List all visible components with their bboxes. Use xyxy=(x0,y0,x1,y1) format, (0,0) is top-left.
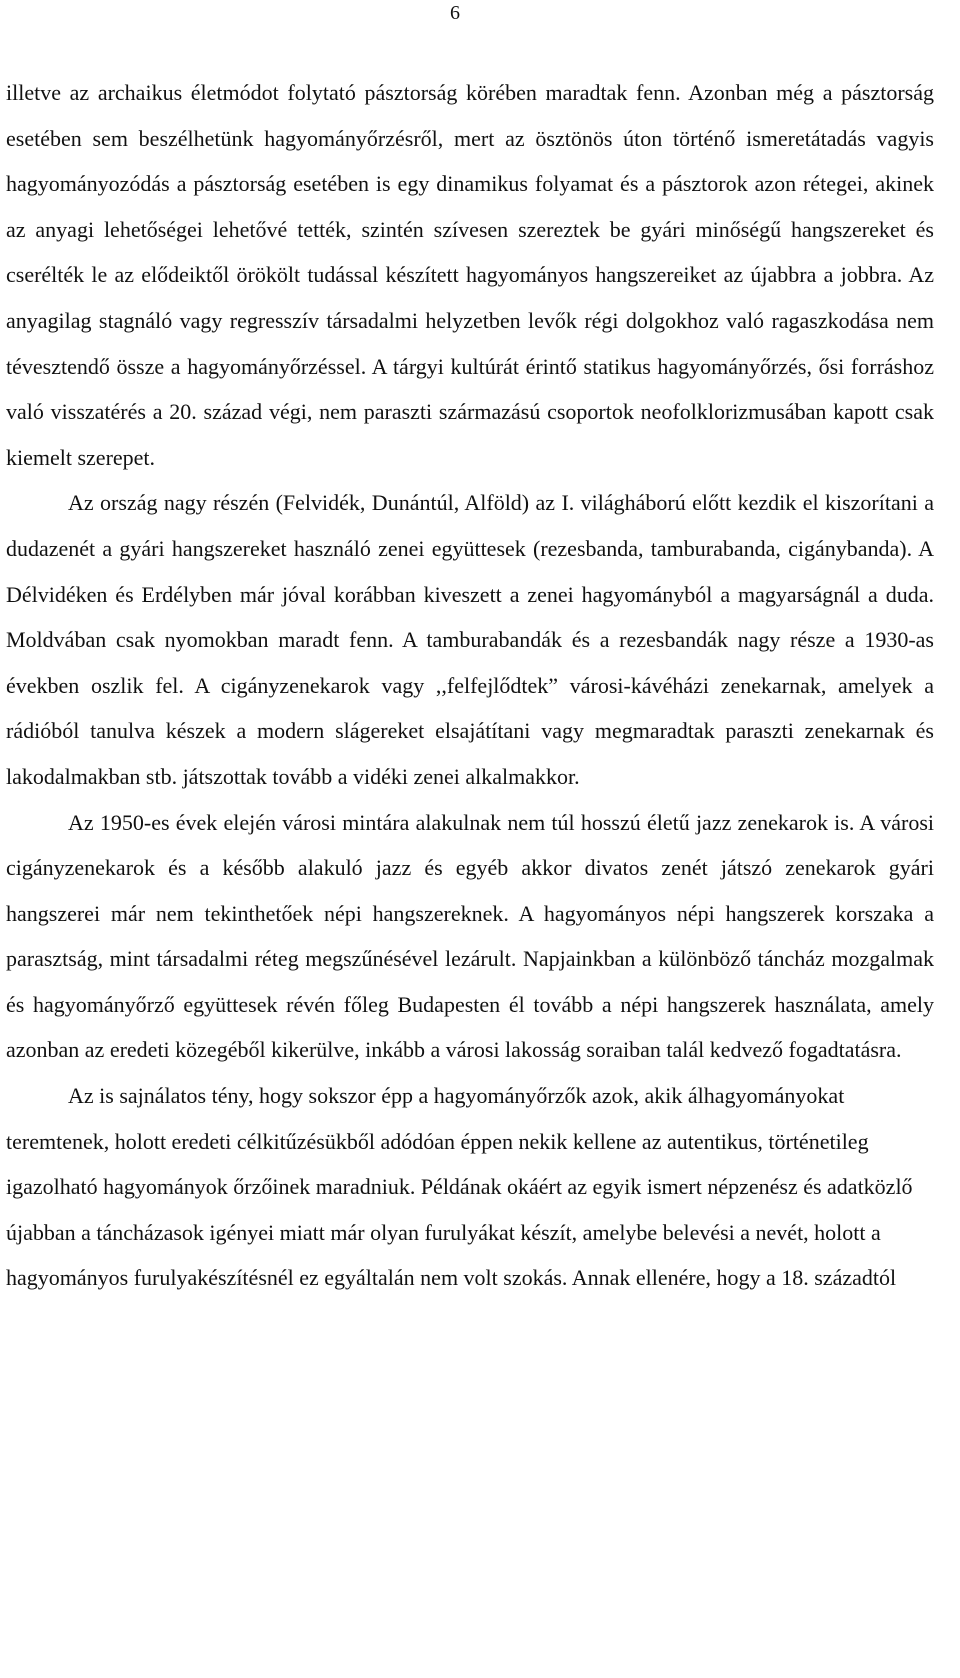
page-number: 6 xyxy=(450,2,460,24)
paragraph-3: Az 1950-es évek elején városi mintára alakulnak nem túl hosszú életű jazz zenekarok is. A városi cigányzenekarok és a később alakuló jazz és egyéb akkor divatos zenét játszó zenekarok gyári hangszerei már nem tekinthetőek népi hangszereknek. A hagyományos népi hangszerek korszaka a parasztság, mint társadalmi réteg megszűnésével lezárult. Napjainkban a különböző táncház mozgalmak és hagyományőrző együttesek révén főleg Budapesten él tovább a népi hangszerek használata, amely azonban az eredeti közegéből kikerülve, inkább a városi lakosság soraiban talál kedvező fogadtatásra. xyxy=(6,809,934,1063)
document-body xyxy=(6,70,934,1301)
paragraph-4: Az is sajnálatos tény, hogy sokszor épp a hagyományőrzők azok, akik álhagyományokat teremtenek, holott eredeti célkitűzésükből adódóan éppen nekik kellene az autentikus, történetileg igazolható hagyományok őrzőinek maradniuk. Példának okáért az egyik ismert népzenész és adatközlő újabban a táncházasok igényei miatt már olyan furulyákat készít, amelybe belevési a nevét, holott a hagyományos furulyakészítésnél ez egyáltalán nem volt szokás. Annak ellenére, hogy a 18. századtól xyxy=(6,1083,913,1291)
paragraph-1: illetve az archaikus életmódot folytató pásztorság körében maradtak fenn. Azonban még a pásztorság esetében sem beszélhetünk hagyományőrzésről, mert az ösztönös úton történő ismeretátadás vagyis hagyományozódás a pásztorság esetében is egy dinamikus folyamat és a pásztorok azon rétegei, akinek az anyagi lehetőségei lehetővé tették, szintén szívesen szereztek be gyári minőségű hangszereket és cserélték le az elődeiktől örökölt tudással készített hagyományos hangszereiket az újabbra a jobbra. Az anyagilag stagnáló vagy regresszív társadalmi helyzetben levők régi dolgokhoz való ragaszkodása nem tévesztendő össze a hagyományőrzéssel. A tárgyi kultúrát érintő statikus hagyományőrzés, ősi forráshoz való visszatérés a 20. század végi, nem paraszti származású csoportok neofolklorizmusában kapott csak kiemelt szerepet. xyxy=(6,80,934,470)
paragraph-2: Az ország nagy részén (Felvidék, Dunántúl, Alföld) az I. világháború előtt kezdik el kiszorítani a dudazenét a gyári hangszereket használó zenei együttesek (rezesbanda, tamburabanda, cigánybanda). A Délvidéken és Erdélyben már jóval korábban kiveszett a zenei hagyományból a magyarságnál a duda. Moldvában csak nyomokban maradt fenn. A tamburabandák és a rezesbandák nagy része a 1930-as években oszlik fel. A cigányzenekarok vagy ,,felfejlődtek” városi-kávéházi zenekarnak, amelyek a rádióból tanulva készek a modern slágereket elsajátítani vagy megmaradtak paraszti zenekarnak és lakodalmakban stb. játszottak tovább a vidéki zenei alkalmakkor. xyxy=(6,490,934,789)
